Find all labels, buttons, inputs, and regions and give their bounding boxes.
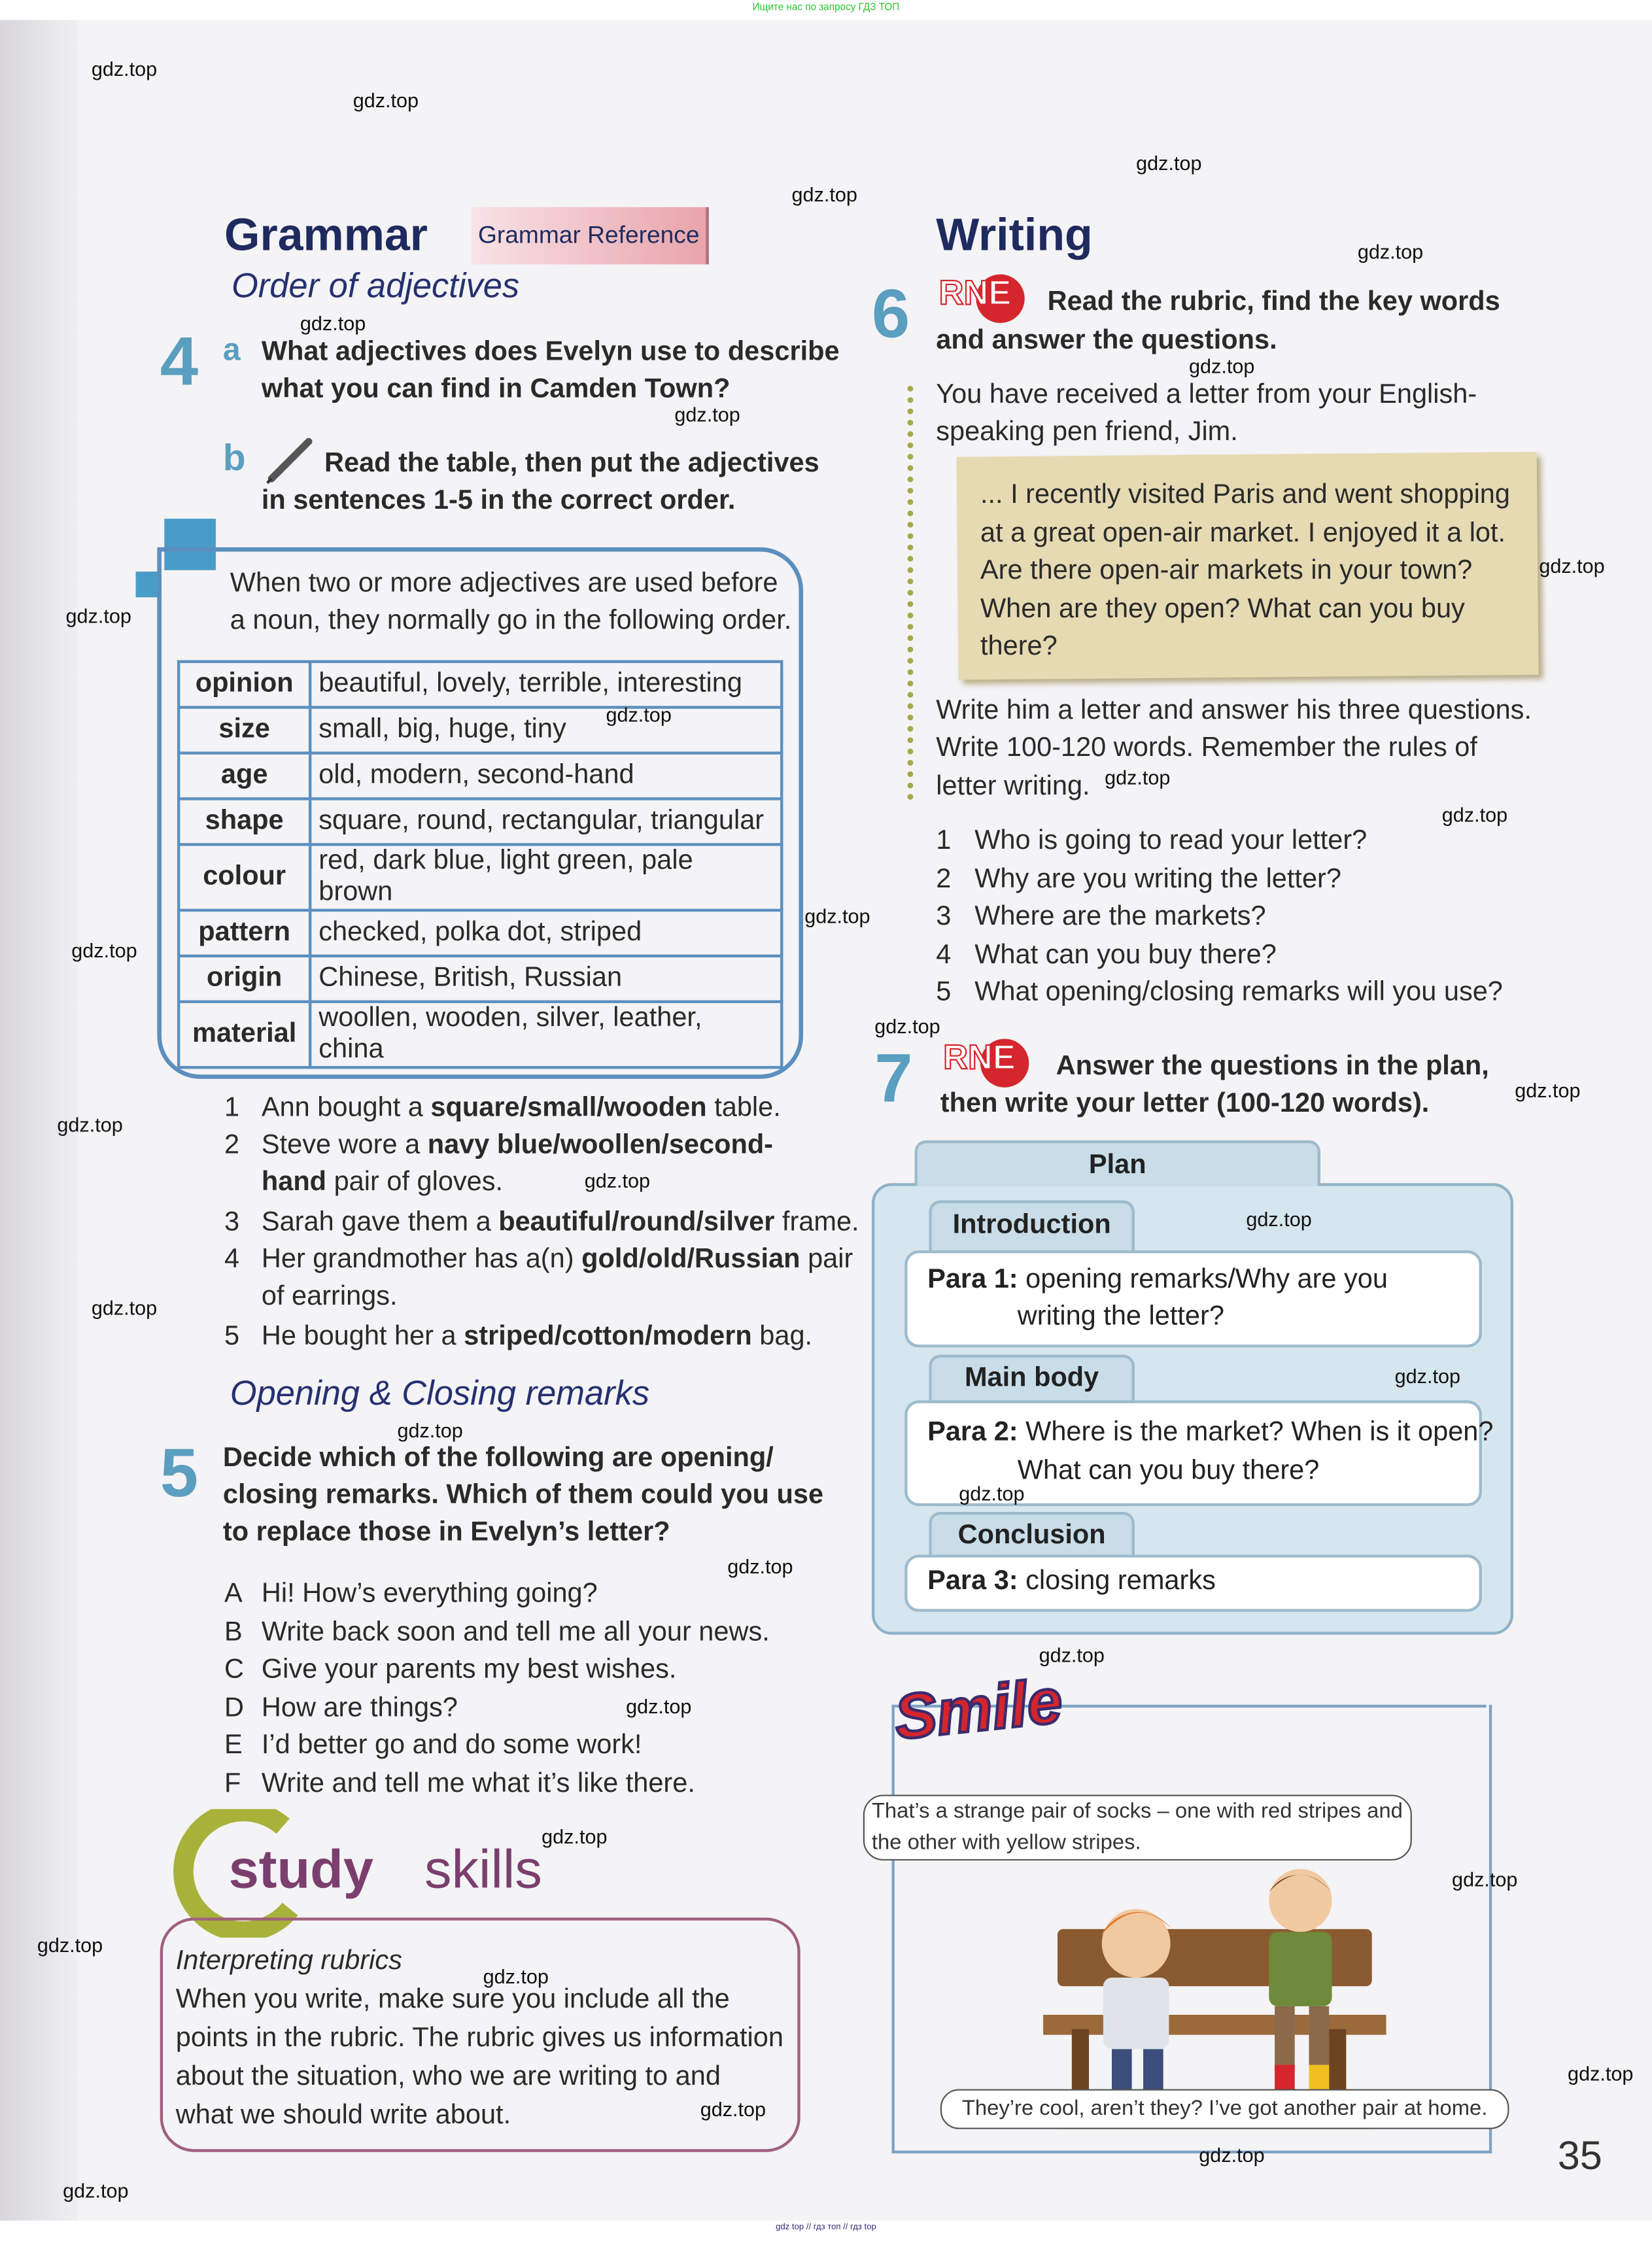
- category-cell: colour: [179, 844, 310, 910]
- speech-bubble-1-text: That’s a strange pair of socks – one with red stripes and: [871, 1799, 1403, 1824]
- rule-text: a noun, they normally go in the following order.: [230, 606, 792, 636]
- exercise-4b-text: in sentences 1-5 in the correct order.: [261, 485, 736, 516]
- letter-line: When are they open? What can you buy: [980, 593, 1465, 624]
- examples-cell: woollen, wooden, silver, leather, china: [310, 1002, 782, 1068]
- rule-text: When two or more adjectives are used before: [230, 568, 778, 599]
- speech-bubble-1-text: the other with yellow stripes.: [871, 1830, 1141, 1855]
- question-number: 1: [936, 825, 952, 856]
- smile-logo: Smile: [891, 1666, 1066, 1754]
- rubric-text: speaking pen friend, Jim.: [936, 417, 1238, 447]
- item-letter-a: a: [222, 331, 241, 368]
- question-number: 5: [936, 977, 952, 1008]
- watermark: gdz.top: [1357, 240, 1424, 264]
- exercise-number-4: 4: [160, 324, 199, 400]
- question-text: What can you buy there?: [974, 939, 1277, 970]
- para-3-label: Para 3:: [927, 1566, 1018, 1596]
- sentence: Her grandmother has a(n) gold/old/Russian pair: [261, 1244, 853, 1275]
- grammar-title: Grammar: [224, 209, 428, 260]
- two-boys-on-bench-illustration: [1029, 1858, 1400, 2129]
- examples-cell: checked, polka dot, striped: [310, 910, 782, 956]
- sentence-number: 4: [224, 1244, 240, 1275]
- watermark: gdz.top: [1568, 2062, 1634, 2085]
- watermark: gdz.top: [37, 1933, 103, 1957]
- sentence-number: 2: [224, 1130, 240, 1161]
- letter-line: ... I recently visited Paris and went shopping: [980, 480, 1511, 511]
- main-body-tab: Main body: [929, 1354, 1135, 1403]
- question-text: Who is going to read your letter?: [974, 825, 1368, 856]
- para-1-label: Para 1:: [927, 1264, 1018, 1295]
- examples-cell: Chinese, British, Russian: [310, 956, 782, 1002]
- watermark: gdz.top: [1452, 1867, 1518, 1891]
- watermark: gdz.top: [397, 1418, 463, 1442]
- study-skills-text: points in the rubric. The rubric gives us information: [175, 2023, 783, 2053]
- para-3-text: closing remarks: [1025, 1566, 1216, 1596]
- pen-icon: [266, 436, 314, 484]
- watermark: gdz.top: [1189, 354, 1255, 377]
- option-text: I’d better go and do some work!: [261, 1731, 642, 1761]
- writing-title: Writing: [936, 209, 1093, 260]
- task-text: Write 100-120 words. Remember the rules of: [936, 732, 1477, 763]
- exercise-7-text: Answer the questions in the plan,: [1056, 1052, 1489, 1082]
- exercise-number-7: 7: [874, 1041, 913, 1118]
- page-number: 35: [1557, 2133, 1602, 2178]
- option-letter: C: [224, 1654, 245, 1685]
- watermark: gdz.top: [483, 1964, 549, 1988]
- exercise-4a-text: What adjectives does Evelyn use to describe: [261, 337, 840, 368]
- watermark: gdz.top: [1246, 1207, 1312, 1231]
- watermark: gdz.top: [584, 1169, 651, 1192]
- watermark: gdz.top: [959, 1481, 1025, 1505]
- watermark: gdz.top: [874, 1014, 940, 1038]
- study-skills-text: what we should write about.: [175, 2100, 511, 2131]
- option-text: Write back soon and tell me all your news.: [261, 1617, 770, 1647]
- exercise-5-text: to replace those in Evelyn’s letter?: [222, 1517, 670, 1548]
- category-cell: pattern: [179, 910, 310, 956]
- table-row: [179, 662, 782, 708]
- item-letter-b: b: [222, 436, 246, 479]
- question-number: 2: [936, 863, 952, 894]
- watermark: gdz.top: [300, 311, 366, 335]
- question-number: 3: [936, 901, 952, 932]
- option-letter: B: [224, 1617, 243, 1647]
- question-text: Why are you writing the letter?: [974, 863, 1341, 894]
- exercise-number-6: 6: [871, 277, 910, 353]
- sentence: hand pair of gloves.: [261, 1167, 504, 1198]
- bottom-banner: gdz top // гдз топ // гдз top: [776, 2223, 876, 2233]
- category-cell: origin: [179, 956, 310, 1002]
- opening-closing-heading: Opening & Closing remarks: [230, 1375, 650, 1414]
- para-3-box: [904, 1554, 1482, 1611]
- watermark: gdz.top: [1539, 554, 1605, 577]
- rne-logo: RNE: [943, 1039, 1029, 1088]
- category-cell: size: [179, 708, 310, 753]
- examples-cell: small, big, huge, tiny: [310, 708, 782, 753]
- conclusion-tab: Conclusion: [929, 1512, 1135, 1558]
- letter-line: Are there open-air markets in your town?: [980, 556, 1473, 586]
- watermark: gdz.top: [57, 1113, 123, 1137]
- watermark: gdz.top: [727, 1554, 793, 1578]
- top-banner: Ищите нас по запросу ГДЗ ТОП: [752, 3, 900, 13]
- category-cell: material: [179, 1002, 310, 1068]
- study-skills-text: about the situation, who we are writing to and: [175, 2062, 721, 2092]
- table-row: [179, 844, 782, 910]
- category-cell: opinion: [179, 662, 310, 708]
- study-skills-text: When you write, make sure you include all the: [175, 1985, 730, 2015]
- exercise-4a-text: what you can find in Camden Town?: [261, 374, 731, 405]
- skills-logo-word: skills: [424, 1840, 542, 1901]
- watermark: gdz.top: [700, 2097, 766, 2121]
- order-of-adjectives-heading: Order of adjectives: [231, 267, 520, 306]
- exercise-7-text: then write your letter (100-120 words).: [940, 1089, 1430, 1119]
- watermark: gdz.top: [674, 403, 740, 426]
- sentence-number: 3: [224, 1207, 240, 1238]
- exercise-6-text: and answer the questions.: [936, 326, 1277, 356]
- speech-bubble-1: [863, 1794, 1412, 1860]
- table-row: [179, 910, 782, 956]
- watermark: gdz.top: [91, 57, 158, 80]
- para-1-text: opening remarks/Why are you: [1025, 1264, 1388, 1295]
- table-row: [179, 708, 782, 753]
- examples-cell: beautiful, lovely, terrible, interesting: [310, 662, 782, 708]
- watermark: gdz.top: [71, 938, 137, 962]
- para-1-box: [904, 1250, 1482, 1348]
- para-1-text: writing the letter?: [1017, 1301, 1224, 1332]
- rubric-text: You have received a letter from your English-: [936, 380, 1477, 411]
- sentence-number: 1: [224, 1093, 240, 1123]
- watermark: gdz.top: [1199, 2143, 1265, 2167]
- task-text: Write him a letter and answer his three questions.: [936, 696, 1532, 727]
- dotted-rule: [908, 386, 914, 800]
- sentence-number: 5: [224, 1322, 240, 1352]
- watermark: gdz.top: [791, 182, 857, 206]
- adjective-order-table: [177, 660, 783, 1069]
- exercise-5-text: Decide which of the following are opening/: [222, 1443, 774, 1473]
- letter-line: at a great open-air market. I enjoyed it a lot.: [980, 518, 1506, 548]
- rne-logo: RNE: [939, 275, 1025, 323]
- watermark: gdz.top: [626, 1694, 692, 1718]
- examples-cell: old, modern, second-hand: [310, 753, 782, 799]
- exercise-number-5: 5: [160, 1436, 199, 1512]
- option-text: Hi! How’s everything going?: [261, 1579, 598, 1609]
- watermark: gdz.top: [63, 2179, 129, 2202]
- para-2-label: Para 2:: [927, 1417, 1018, 1448]
- table-row: [179, 798, 782, 844]
- para-2-text: Where is the market? When is it open?: [1025, 1417, 1494, 1448]
- option-letter: E: [224, 1731, 243, 1761]
- table-row: [179, 956, 782, 1002]
- exercise-4b-text: Read the table, then put the adjectives: [324, 449, 819, 479]
- question-text: What opening/closing remarks will you use?: [974, 977, 1503, 1008]
- category-cell: age: [179, 753, 310, 799]
- question-text: Where are the markets?: [974, 901, 1266, 932]
- watermark: gdz.top: [542, 1825, 608, 1848]
- grammar-reference-link[interactable]: Grammar Reference: [472, 207, 709, 264]
- exercise-6-text: Read the rubric, find the key words: [1047, 287, 1500, 318]
- letter-line: there?: [980, 631, 1058, 662]
- watermark: gdz.top: [91, 1295, 158, 1319]
- option-letter: F: [224, 1769, 241, 1800]
- watermark: gdz.top: [804, 904, 870, 928]
- sentence: of earrings.: [261, 1282, 398, 1312]
- sentence: Sarah gave them a beautiful/round/silver frame.: [261, 1207, 859, 1238]
- speech-bubble-2: They’re cool, aren’t they? I’ve got another pair at home.: [940, 2089, 1509, 2129]
- option-text: Give your parents my best wishes.: [261, 1654, 677, 1685]
- sentence: Ann bought a square/small/wooden table.: [261, 1093, 781, 1123]
- option-letter: D: [224, 1692, 245, 1723]
- plan-tab: Plan: [914, 1140, 1320, 1186]
- sentence: Steve wore a navy blue/woollen/second-: [261, 1130, 774, 1161]
- watermark: gdz.top: [1136, 151, 1202, 175]
- study-skills-title: Interpreting rubrics: [175, 1946, 402, 1976]
- table-row: [179, 753, 782, 799]
- watermark: gdz.top: [353, 88, 419, 112]
- introduction-tab: Introduction: [929, 1200, 1135, 1252]
- examples-cell: red, dark blue, light green, pale brown: [310, 844, 782, 910]
- exercise-5-text: closing remarks. Which of them could you use: [222, 1480, 824, 1511]
- watermark: gdz.top: [1515, 1078, 1581, 1102]
- watermark: gdz.top: [1394, 1364, 1461, 1388]
- watermark: gdz.top: [1039, 1643, 1105, 1666]
- watermark: gdz.top: [1441, 803, 1508, 826]
- sentence: He bought her a striped/cotton/modern bag.: [261, 1322, 813, 1352]
- table-row: [179, 1002, 782, 1068]
- category-cell: shape: [179, 798, 310, 844]
- watermark: gdz.top: [1105, 766, 1171, 789]
- watermark: gdz.top: [65, 604, 131, 628]
- examples-cell: square, round, rectangular, triangular: [310, 798, 782, 844]
- option-letter: A: [224, 1579, 243, 1609]
- question-number: 4: [936, 939, 952, 970]
- watermark: gdz.top: [606, 703, 672, 727]
- para-2-text: What can you buy there?: [1017, 1456, 1320, 1486]
- option-text: Write and tell me what it’s like there.: [261, 1769, 695, 1800]
- option-text: How are things?: [261, 1692, 458, 1723]
- task-text: letter writing.: [936, 771, 1090, 802]
- study-logo-word: study: [228, 1840, 374, 1901]
